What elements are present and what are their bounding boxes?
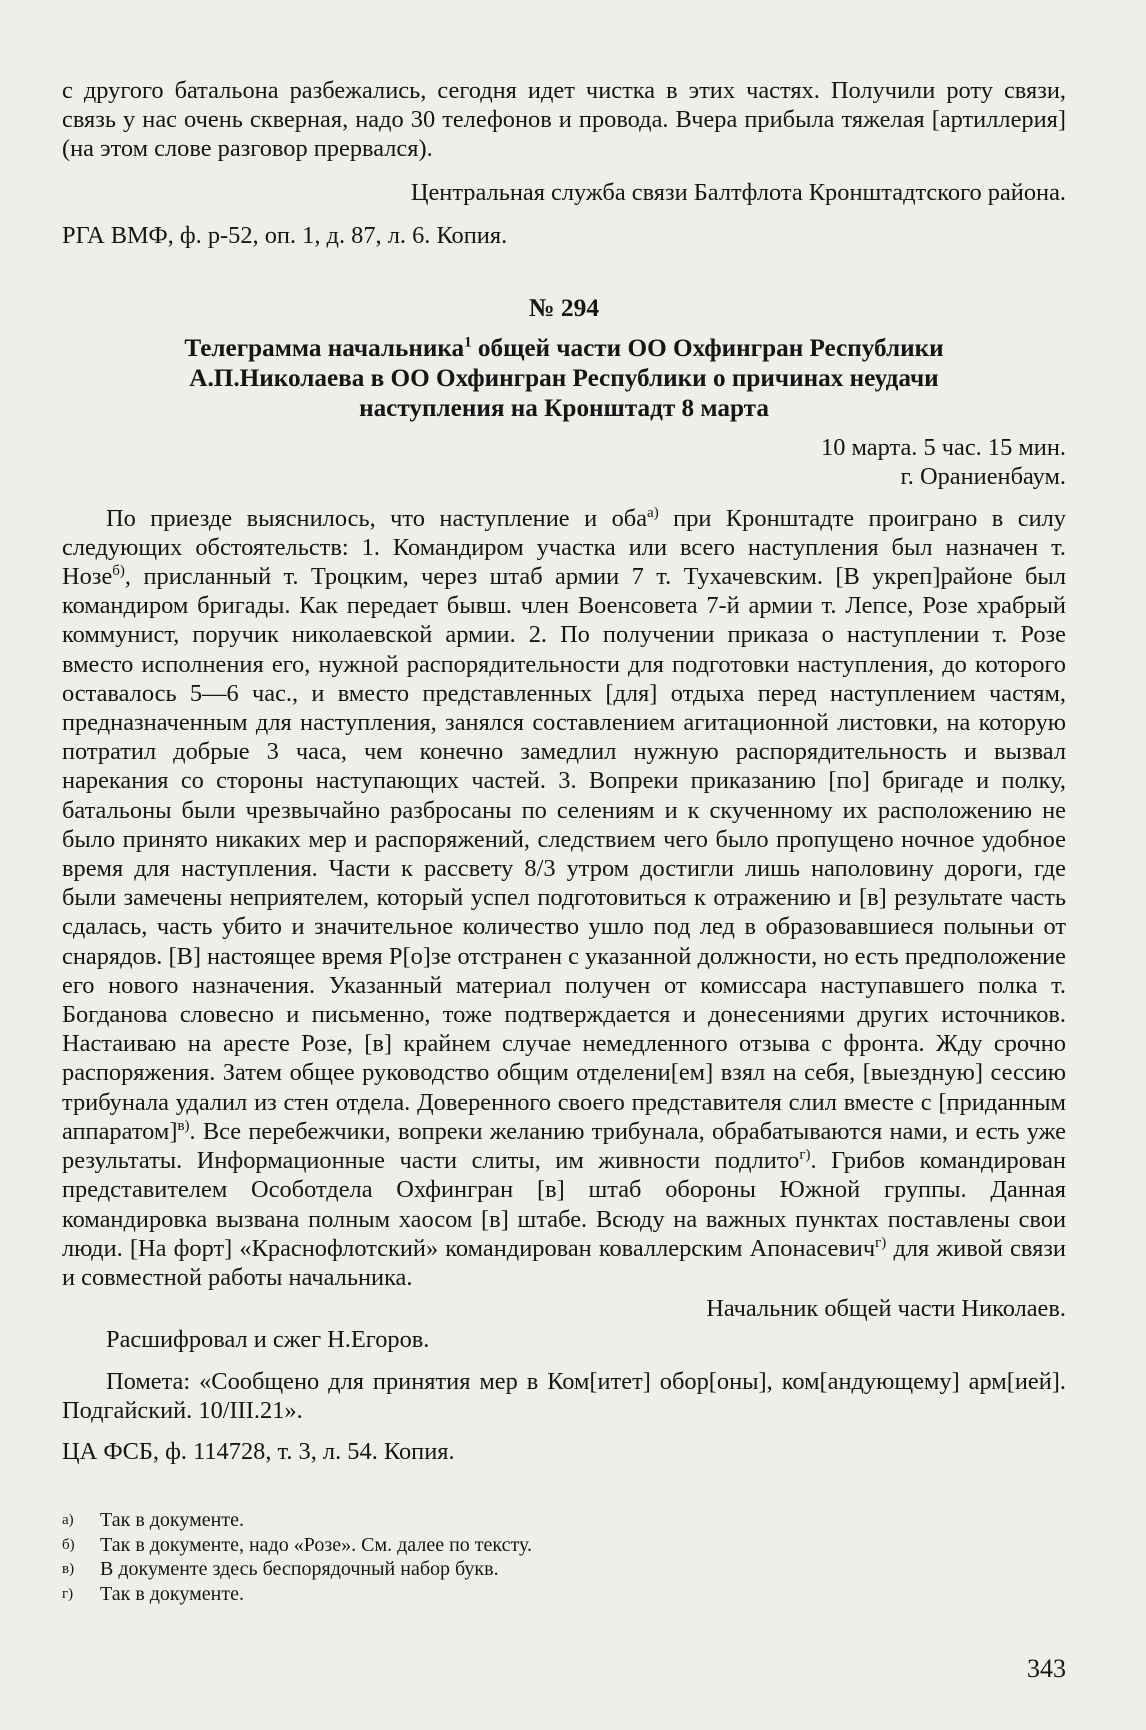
body-seg-1: По приезде выяснилось, что наступление и оба — [106, 504, 648, 532]
title-line-1 — [62, 334, 1066, 364]
footnote-text: В документе здесь беспорядочный набор букв. — [100, 1558, 499, 1581]
note: Помета: «Сообщено для принятия мер в Ком[итет] обор[оны], ком[андующему] арм[ией]. Подгайский. 10/III.21». — [62, 1367, 1066, 1424]
dateline-date: 10 марта. 5 час. 15 мин. — [821, 434, 1066, 462]
footnote-ref-g-2: г) — [875, 1234, 887, 1251]
body-seg-6: для живой связи и совместной работы начальника. — [62, 1234, 1066, 1291]
footnote-text: Так в документе. — [100, 1582, 244, 1605]
signature: Начальник общей части Николаев. — [706, 1295, 1066, 1323]
footnote-mark: в) — [62, 1561, 75, 1578]
top-source: РГА ВМФ, ф. р-52, оп. 1, д. 87, л. 6. Копия. — [62, 221, 508, 249]
body-seg-3: , присланный т. Троцким, через штаб армии 7 т. Тухачевским. [В укреп]районе был командиром бригады. Как передает бывш. член Военсовета 7-й армии т. Лепсе, Розе храбрый коммунист, поручик николаевской армии. 2. По получении приказа о наступлении т. Розе вместо исполнения его, нужной распорядительности для подготовки наступления, до которого оставалось 5—6 час., и вместо представленных [для] отдыха перед наступлением частям, предназначенным для наступления, занялся составлением агитационной листовки, на которую потратил добрые 3 часа, чем конечно замедлил нужную распорядительность и вызвал нарекания со стороны наступающих частей. 3. Вопреки приказанию [по] бригаде и полку, батальоны были чрезвычайно разбросаны по селениям и к скученному их расположению не было принято никаких мер и распоряжений, следствием чего было пропущено ночное удобное время для наступления. Части к рассвету 8/3 утром достигли лишь наполовину дороги, где были замечены неприятелем, который успел подготовиться к отражению и [в] результате часть сдалась, часть убито и значительное количество ушло под лед в образовавшиеся полыньи от снарядов. [В] настоящее время Р[о]зе отстранен с указанной должности, но есть предположение его нового назначения. Указанный материал получен от комиссара наступавшего полка т. Богданова словесно и письменно, тоже подтверждается и донесениями других источников. Настаиваю на аресте Розе, [в] крайнем случае немедленного отзыва с фронта. Жду срочно распоряжения. Затем общее руководство общим отделени[ем] взял на себя, [выездную] сессию трибунала удалил из стен отдела. Доверенного своего представителя слил вместе с [приданным аппаратом] — [62, 563, 1066, 1145]
top-signature: Центральная служба связи Балтфлота Кронштадтского района. — [410, 178, 1066, 206]
body-seg-4: . Все перебежчики, вопреки желанию трибунала, обрабатываются нами, и есть уже результаты. Информационные части слиты, им живности подлито — [62, 1117, 1066, 1175]
document-title — [62, 334, 1066, 424]
top-paragraph: с другого батальона разбежались, сегодня идет чистка в этих частях. Получили роту связи, связь у нас очень скверная, надо 30 телефонов и провода. Вчера прибыла тяжелая [артиллерия] (на этом слове разговор прервался). — [62, 77, 1066, 163]
title-footnote-mark: 1 — [464, 334, 472, 351]
footnote-ref-g: г) — [799, 1146, 811, 1163]
footnote-mark: а) — [62, 1512, 74, 1528]
title-line-2: А.П.Николаева в ОО Охфингран Республики о причинах неудачи — [189, 365, 939, 393]
footnotes — [62, 1508, 1066, 1606]
footnote-item — [62, 1508, 1066, 1533]
footnote-ref-v: в) — [177, 1117, 190, 1134]
footnote-item — [62, 1582, 1066, 1607]
page-number: 343 — [1027, 1654, 1066, 1683]
document-number: № 294 — [528, 293, 600, 323]
footnote-text: Так в документе. — [100, 1509, 244, 1531]
body-paragraph — [62, 504, 1066, 1292]
dateline-place: г. Ораниенбаум. — [900, 463, 1066, 491]
title-line-3: наступления на Кронштадт 8 марта — [359, 395, 769, 423]
footnote-mark: б) — [62, 1536, 75, 1553]
title-line-1-a: Телеграмма начальника — [184, 335, 465, 363]
footnote-ref-a: а) — [647, 504, 659, 521]
title-line-1-b: общей части ОО Охфингран Республики — [471, 335, 944, 363]
footnote-mark: г) — [62, 1585, 74, 1602]
decoded-line: Расшифровал и сжег Н.Егоров. — [106, 1326, 430, 1354]
source: ЦА ФСБ, ф. 114728, т. 3, л. 54. Копия. — [62, 1437, 455, 1465]
main-text-block — [62, 76, 1066, 1466]
body-seg-2: при Кронштадте проиграно в силу следующих обстоятельств: 1. Командиром участка или всего наступления был назначен т. Нозе — [62, 504, 1067, 591]
footnote-item — [62, 1557, 1066, 1582]
footnote-ref-b: б) — [112, 562, 125, 579]
footnote-text: Так в документе, надо «Розе». См. далее по тексту. — [100, 1533, 532, 1556]
body-seg-5: . Грибов командирован представителем Особотдела Охфингран [в] штаб обороны Южной группы. Данная командировка вызвана полным хаосом [в] штабе. Всюду на важных пунктах поставлены свои люди. [На форт] «Краснофлотский» командирован коваллерским Апонасевич — [62, 1147, 1066, 1262]
footnote-item — [62, 1533, 1066, 1558]
